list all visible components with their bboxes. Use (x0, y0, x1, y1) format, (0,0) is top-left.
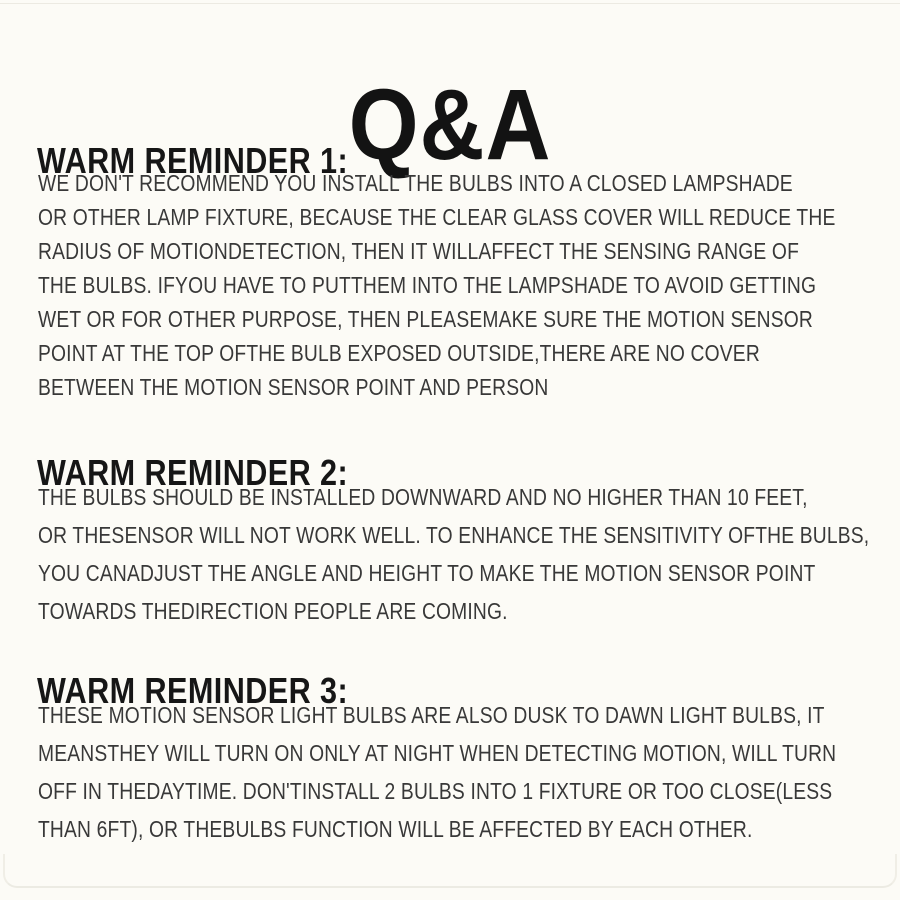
paragraph-line: THE BULBS. IFYOU HAVE TO PUTTHEM INTO THE LAMPSHADE TO AVOID GETTING (38, 272, 817, 298)
bottom-edge-line (3, 854, 897, 888)
warm-reminder-2-heading: WARM REMINDER 2: (37, 451, 349, 493)
top-edge-line (0, 3, 900, 4)
paragraph-line: BETWEEN THE MOTION SENSOR POINT AND PERSON (38, 374, 549, 400)
paragraph-line: YOU CANADJUST THE ANGLE AND HEIGHT TO MAKE THE MOTION SENSOR POINT (38, 560, 816, 586)
paragraph-line: WE DON'T RECOMMEND YOU INSTALL THE BULBS INTO A CLOSED LAMPSHADE (38, 170, 793, 196)
paragraph-line: TOWARDS THEDIRECTION PEOPLE ARE COMING. (38, 598, 508, 624)
paragraph-line: THE BULBS SHOULD BE INSTALLED DOWNWARD AND NO HIGHER THAN 10 FEET, (38, 484, 808, 510)
paragraph-line: MEANSTHEY WILL TURN ON ONLY AT NIGHT WHEN DETECTING MOTION, WILL TURN (38, 740, 837, 766)
paragraph-line: POINT AT THE TOP OFTHE BULB EXPOSED OUTSIDE,THERE ARE NO COVER (38, 340, 760, 366)
paragraph-line: OR OTHER LAMP FIXTURE, BECAUSE THE CLEAR GLASS COVER WILL REDUCE THE (38, 204, 836, 230)
page-title: Q&A (348, 69, 552, 181)
warm-reminder-2-paragraph (38, 478, 900, 630)
paragraph-line: THESE MOTION SENSOR LIGHT BULBS ARE ALSO DUSK TO DAWN LIGHT BULBS, IT (38, 702, 825, 728)
paragraph-line: THAN 6FT), OR THEBULBS FUNCTION WILL BE AFFECTED BY EACH OTHER. (38, 816, 753, 842)
paragraph-line: RADIUS OF MOTIONDETECTION, THEN IT WILLAFFECT THE SENSING RANGE OF (38, 238, 800, 264)
warm-reminder-1-paragraph (38, 166, 900, 404)
paragraph-line: WET OR FOR OTHER PURPOSE, THEN PLEASEMAKE SURE THE MOTION SENSOR (38, 306, 814, 332)
warm-reminder-1-heading: WARM REMINDER 1: (37, 139, 349, 181)
warm-reminder-3-heading: WARM REMINDER 3: (37, 669, 349, 711)
paragraph-line: OR THESENSOR WILL NOT WORK WELL. TO ENHANCE THE SENSITIVITY OFTHE BULBS, (38, 522, 870, 548)
paragraph-line: OFF IN THEDAYTIME. DON'TINSTALL 2 BULBS INTO 1 FIXTURE OR TOO CLOSE(LESS (38, 778, 833, 804)
warm-reminder-3-paragraph (38, 696, 900, 848)
